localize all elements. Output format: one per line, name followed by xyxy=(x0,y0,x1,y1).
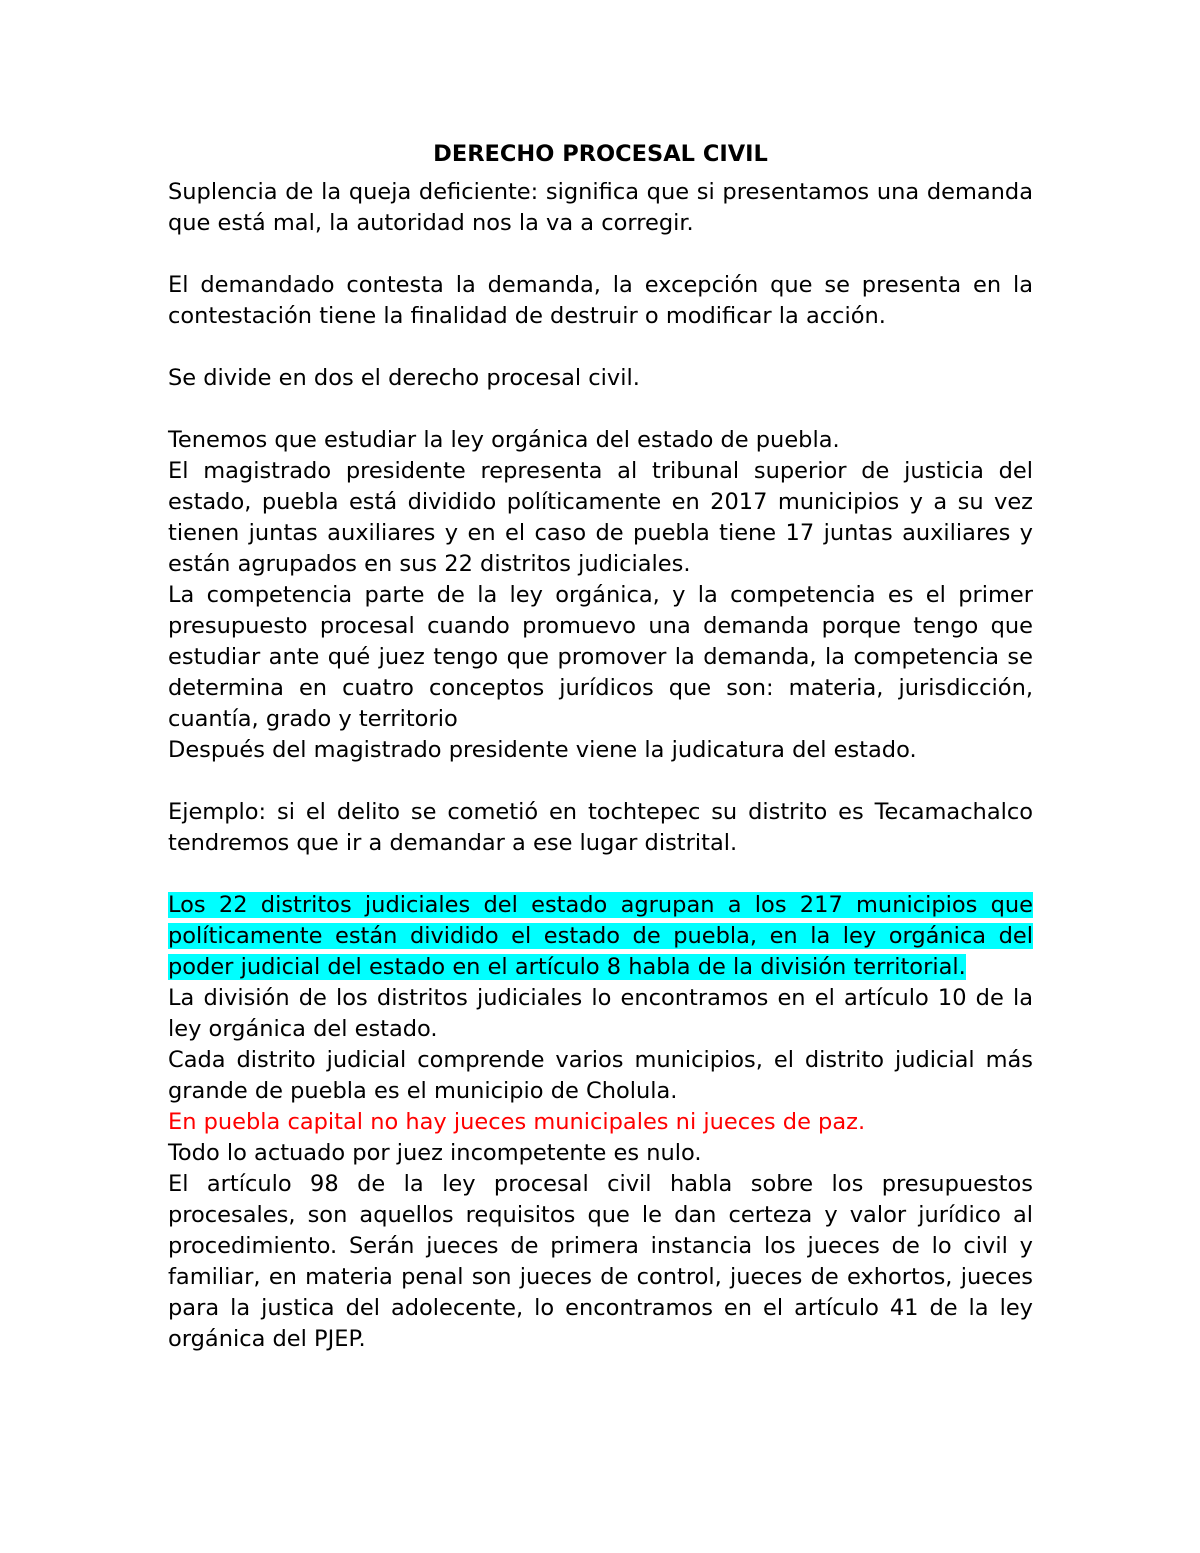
blank-line xyxy=(168,332,1033,363)
blank-line xyxy=(168,394,1033,425)
blank-line xyxy=(168,859,1033,890)
blank-line xyxy=(168,239,1033,270)
paragraph-division-distritos: La división de los distritos judiciales lo encontramos en el artículo 10 de la ley orgánica del estado. xyxy=(168,985,1033,1042)
paragraph-judicatura: Después del magistrado presidente viene la judicatura del estado. xyxy=(168,737,917,763)
paragraph-puebla-capital: En puebla capital no hay jueces municipales ni jueces de paz. xyxy=(168,1109,866,1135)
paragraph-suplencia: Suplencia de la queja deficiente: significa que si presentamos una demanda que está mal, la autoridad nos la va a corregir. xyxy=(168,179,1033,236)
paragraph-articulo-98: El artículo 98 de la ley procesal civil habla sobre los presupuestos procesales, son aquellos requisitos que le dan certeza y valor jurídico al procedimiento. Serán jueces de primera instancia los jueces de lo civil y familiar, en materia penal son jueces de control, jueces de exhortos, jueces para la justica del adolecente, lo encontramos en el artículo 41 de la ley orgánica del PJEP. xyxy=(168,1171,1033,1352)
blank-line xyxy=(168,766,1033,797)
paragraph-ejemplo: Ejemplo: si el delito se cometió en tochtepec su distrito es Tecamachalco tendremos que ir a demandar a ese lugar distrital. xyxy=(168,799,1033,856)
paragraph-juez-incompetente: Todo lo actuado por juez incompetente es nulo. xyxy=(168,1140,702,1166)
document-page xyxy=(168,136,1033,1355)
paragraph-divide: Se divide en dos el derecho procesal civil. xyxy=(168,365,640,391)
paragraph-magistrado: El magistrado presidente representa al tribunal superior de justicia del estado, puebla está dividido políticamente en 2017 municipios y a su vez tienen juntas auxiliares y en el caso de puebla tiene 17 juntas auxiliares y están agrupados en sus 22 distritos judiciales. xyxy=(168,458,1033,577)
document-title: DERECHO PROCESAL CIVIL xyxy=(433,141,768,167)
paragraph-demandado: El demandado contesta la demanda, la excepción que se presenta en la contestación tiene la finalidad de destruir o modificar la acción. xyxy=(168,272,1033,329)
paragraph-competencia: La competencia parte de la ley orgánica, y la competencia es el primer presupuesto procesal cuando promuevo una demanda porque tengo que estudiar ante qué juez tengo que promover la demanda, la competencia se determina en cuatro conceptos jurídicos que son: materia, jurisdicción, cuantía, grado y territorio xyxy=(168,582,1033,732)
highlighted-text: Los 22 distritos judiciales del estado agrupan a los 217 municipios que políticamente están dividido el estado de puebla, en la ley orgánica del poder judicial del estado en el artículo 8 habla de la división territorial. xyxy=(168,892,1033,980)
paragraph-cada-distrito: Cada distrito judicial comprende varios municipios, el distrito judicial más grande de puebla es el municipio de Cholula. xyxy=(168,1047,1033,1104)
paragraph-ley-organica: Tenemos que estudiar la ley orgánica del estado de puebla. xyxy=(168,427,840,453)
paragraph-distritos-highlighted xyxy=(168,890,1033,983)
